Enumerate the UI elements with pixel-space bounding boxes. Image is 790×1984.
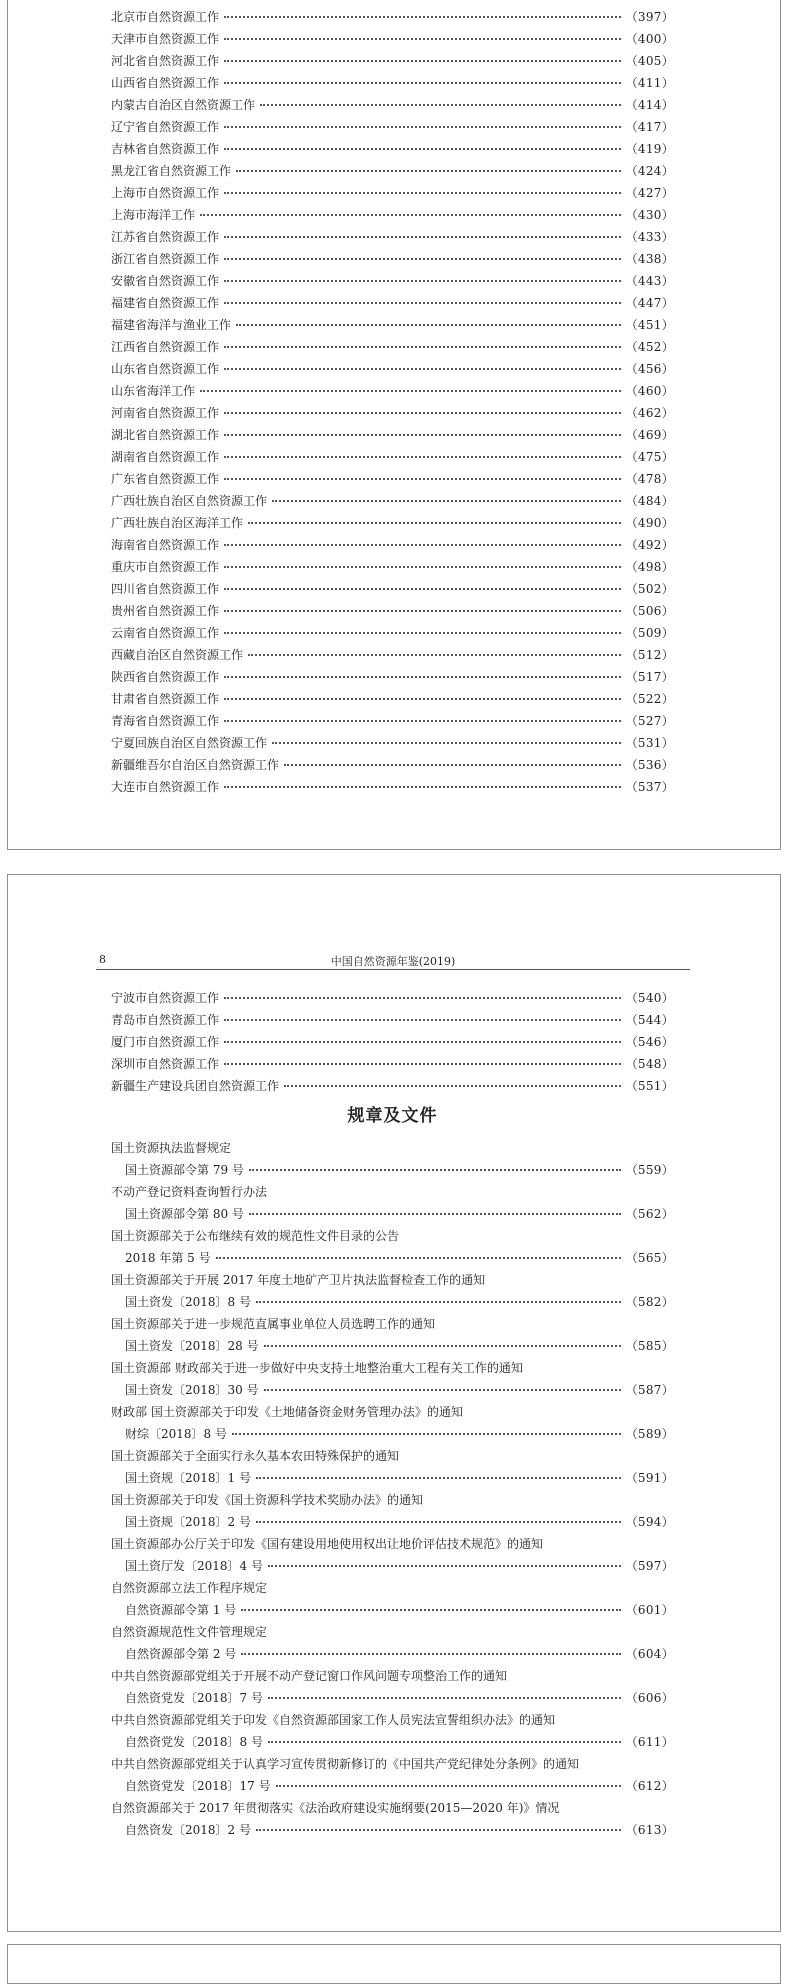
entry-title: 甘肃省自然资源工作: [111, 692, 220, 706]
document-number-entry: [111, 1687, 674, 1709]
dot-leader: [276, 1785, 621, 1787]
dot-leader: [268, 1741, 621, 1743]
document-title: 中共自然资源部党组关于开展不动产登记窗口作风问题专项整治工作的通知: [111, 1669, 508, 1683]
entry-page-number: （512）: [625, 648, 674, 662]
document-title: 国土资源部关于印发《国土资源科学技术奖励办法》的通知: [111, 1493, 424, 1507]
entry-page-number: （565）: [625, 1251, 674, 1265]
entry-page-number: （562）: [625, 1207, 674, 1221]
entry-title: 深圳市自然资源工作: [111, 1057, 220, 1071]
toc-entry: [111, 1009, 674, 1031]
toc-entry: [111, 50, 674, 72]
dot-leader: [256, 1477, 621, 1479]
entry-page-number: （536）: [625, 758, 674, 772]
entry-page-number: （527）: [625, 714, 674, 728]
entry-page-number: （438）: [625, 252, 674, 266]
dot-leader: [216, 1257, 621, 1259]
dot-leader: [224, 456, 621, 458]
toc-entry: [111, 490, 674, 512]
entry-title: 新疆生产建设兵团自然资源工作: [111, 1079, 280, 1093]
entry-page-number: （613）: [625, 1823, 674, 1837]
dot-leader: [272, 500, 621, 502]
entry-title: 内蒙古自治区自然资源工作: [111, 98, 256, 112]
entry-title: 山东省自然资源工作: [111, 362, 220, 376]
toc-entry: [111, 446, 674, 468]
entry-page-number: （587）: [625, 1383, 674, 1397]
toc-entry: [111, 270, 674, 292]
document-number-entry: [111, 1731, 674, 1753]
dot-leader: [224, 236, 621, 238]
entry-title: 青海省自然资源工作: [111, 714, 220, 728]
entry-page-number: （597）: [625, 1559, 674, 1573]
toc-entry: [111, 754, 674, 776]
toc-entry: [111, 94, 674, 116]
toc-entry: [111, 336, 674, 358]
dot-leader: [224, 786, 621, 788]
entry-page-number: （551）: [625, 1079, 674, 1093]
toc-list-provinces: [111, 6, 674, 798]
dot-leader: [224, 434, 621, 436]
entry-page-number: （452）: [625, 340, 674, 354]
toc-entry: [111, 534, 674, 556]
document-number-entry: [111, 1555, 674, 1577]
dot-leader: [224, 588, 621, 590]
document-number: 国土资发〔2018〕30 号: [125, 1383, 259, 1397]
document-number-entry: [111, 1511, 674, 1533]
document-title: 国土资源部关于全面实行永久基本农田特殊保护的通知: [111, 1449, 400, 1463]
document-title: 国土资源执法监督规定: [111, 1141, 232, 1155]
entry-page-number: （433）: [625, 230, 674, 244]
entry-page-number: （469）: [625, 428, 674, 442]
toc-entry: [111, 666, 674, 688]
dot-leader: [264, 1389, 621, 1391]
document-title: 中共自然资源部党组关于认真学习宣传贯彻新修订的《中国共产党纪律处分条例》的通知: [111, 1757, 580, 1771]
dot-leader: [224, 676, 621, 678]
dot-leader: [256, 1301, 621, 1303]
document-number-entry: [111, 1599, 674, 1621]
entry-title: 湖南省自然资源工作: [111, 450, 220, 464]
entry-title: 四川省自然资源工作: [111, 582, 220, 596]
dot-leader: [264, 1345, 621, 1347]
entry-page-number: （498）: [625, 560, 674, 574]
entry-title: 浙江省自然资源工作: [111, 252, 220, 266]
entry-page-number: （506）: [625, 604, 674, 618]
dot-leader: [224, 126, 621, 128]
document-number-entry: [111, 1775, 674, 1797]
document-number-entry: [111, 1467, 674, 1489]
document-number: 国土资源部令第 79 号: [125, 1163, 244, 1177]
toc-entry: [111, 987, 674, 1009]
toc-list-cities: [111, 987, 674, 1097]
entry-title: 海南省自然资源工作: [111, 538, 220, 552]
dot-leader: [224, 38, 621, 40]
document-title: 国土资源部关于进一步规范直属事业单位人员选聘工作的通知: [111, 1317, 436, 1331]
entry-page-number: （424）: [625, 164, 674, 178]
dot-leader: [224, 698, 621, 700]
dot-leader: [224, 1041, 621, 1043]
entry-title: 广西壮族自治区海洋工作: [111, 516, 244, 530]
entry-page-number: （490）: [625, 516, 674, 530]
dot-leader: [248, 522, 621, 524]
header-page-number: 8: [99, 953, 106, 966]
toc-entry: [111, 1053, 674, 1075]
toc-entry: [111, 556, 674, 578]
toc-entry: [111, 1075, 674, 1097]
dot-leader: [224, 346, 621, 348]
toc-entry: [111, 578, 674, 600]
document-number-entry: [111, 1335, 674, 1357]
document-number: 国土资发〔2018〕28 号: [125, 1339, 259, 1353]
document-number-entry: [111, 1643, 674, 1665]
entry-title: 广东省自然资源工作: [111, 472, 220, 486]
document-number: 自然资源部令第 1 号: [125, 1603, 237, 1617]
document-number-entry: [111, 1379, 674, 1401]
dot-leader: [268, 1697, 621, 1699]
entry-page-number: （419）: [625, 142, 674, 156]
entry-page-number: （451）: [625, 318, 674, 332]
dot-leader: [256, 1521, 621, 1523]
dot-leader: [224, 368, 621, 370]
entry-title: 贵州省自然资源工作: [111, 604, 220, 618]
entry-title: 安徽省自然资源工作: [111, 274, 220, 288]
dot-leader: [284, 764, 621, 766]
entry-page-number: （604）: [625, 1647, 674, 1661]
entry-page-number: （430）: [625, 208, 674, 222]
entry-page-number: （447）: [625, 296, 674, 310]
document-number: 自然资源部令第 2 号: [125, 1647, 237, 1661]
entry-page-number: （456）: [625, 362, 674, 376]
toc-entry: [111, 1031, 674, 1053]
toc-entry: [111, 402, 674, 424]
entry-page-number: （611）: [625, 1735, 674, 1749]
entry-title: 陕西省自然资源工作: [111, 670, 220, 684]
document-title: 中共自然资源部党组关于印发《自然资源部国家工作人员宪法宣誓组织办法》的通知: [111, 1713, 556, 1727]
document-number: 财综〔2018〕8 号: [125, 1427, 227, 1441]
entry-title: 山西省自然资源工作: [111, 76, 220, 90]
document-number: 国土资发〔2018〕8 号: [125, 1295, 251, 1309]
dot-leader: [224, 148, 621, 150]
entry-page-number: （462）: [625, 406, 674, 420]
toc-entry: [111, 644, 674, 666]
entry-title: 大连市自然资源工作: [111, 780, 220, 794]
dot-leader: [236, 170, 621, 172]
entry-title: 福建省自然资源工作: [111, 296, 220, 310]
entry-page-number: （400）: [625, 32, 674, 46]
entry-page-number: （475）: [625, 450, 674, 464]
toc-entry: [111, 138, 674, 160]
entry-page-number: （594）: [625, 1515, 674, 1529]
toc-page-upper: [7, 0, 781, 850]
entry-page-number: （427）: [625, 186, 674, 200]
toc-entry: [111, 226, 674, 248]
document-title: 自然资源部立法工作程序规定: [111, 1581, 268, 1595]
entry-page-number: （417）: [625, 120, 674, 134]
entry-page-number: （405）: [625, 54, 674, 68]
entry-page-number: （478）: [625, 472, 674, 486]
document-title: 国土资源部关于公布继续有效的规范性文件目录的公告: [111, 1229, 400, 1243]
entry-title: 西藏自治区自然资源工作: [111, 648, 244, 662]
entry-title: 重庆市自然资源工作: [111, 560, 220, 574]
toc-entry: [111, 622, 674, 644]
document-number: 国土资厅发〔2018〕4 号: [125, 1559, 263, 1573]
dot-leader: [200, 390, 621, 392]
dot-leader: [224, 280, 621, 282]
entry-title: 广西壮族自治区自然资源工作: [111, 494, 268, 508]
dot-leader: [224, 412, 621, 414]
dot-leader: [268, 1565, 621, 1567]
entry-page-number: （509）: [625, 626, 674, 640]
toc-page-8: [7, 874, 781, 1932]
document-number-entry: [111, 1819, 674, 1841]
entry-page-number: （612）: [625, 1779, 674, 1793]
entry-page-number: （517）: [625, 670, 674, 684]
entry-page-number: （601）: [625, 1603, 674, 1617]
document-title: 自然资源规范性文件管理规定: [111, 1625, 268, 1639]
dot-leader: [249, 1169, 621, 1171]
entry-page-number: （559）: [625, 1163, 674, 1177]
dot-leader: [224, 544, 621, 546]
dot-leader: [224, 192, 621, 194]
document-number: 自然资党发〔2018〕7 号: [125, 1691, 263, 1705]
dot-leader: [200, 214, 621, 216]
entry-page-number: （502）: [625, 582, 674, 596]
entry-page-number: （585）: [625, 1339, 674, 1353]
document-number-entry: [111, 1423, 674, 1445]
document-number-entry: [111, 1291, 674, 1313]
document-number-entry: [111, 1159, 674, 1181]
toc-entry: [111, 710, 674, 732]
entry-page-number: （537）: [625, 780, 674, 794]
document-title: 自然资源部关于 2017 年贯彻落实《法治政府建设实施纲要(2015—2020 年)》情况: [111, 1801, 560, 1815]
entry-page-number: （397）: [625, 10, 674, 24]
dot-leader: [224, 720, 621, 722]
entry-title: 黑龙江省自然资源工作: [111, 164, 232, 178]
dot-leader: [272, 742, 621, 744]
document-number-entry: [111, 1247, 674, 1269]
entry-page-number: （522）: [625, 692, 674, 706]
dot-leader: [224, 60, 621, 62]
entry-title: 辽宁省自然资源工作: [111, 120, 220, 134]
toc-entry: [111, 6, 674, 28]
dot-leader: [249, 1213, 621, 1215]
entry-title: 宁夏回族自治区自然资源工作: [111, 736, 268, 750]
entry-title: 江苏省自然资源工作: [111, 230, 220, 244]
entry-title: 云南省自然资源工作: [111, 626, 220, 640]
entry-page-number: （548）: [625, 1057, 674, 1071]
document-number: 自然资党发〔2018〕8 号: [125, 1735, 263, 1749]
dot-leader: [241, 1609, 620, 1611]
entry-page-number: （460）: [625, 384, 674, 398]
dot-leader: [224, 997, 621, 999]
toc-entry: [111, 160, 674, 182]
entry-title: 江西省自然资源工作: [111, 340, 220, 354]
dot-leader: [248, 654, 621, 656]
dot-leader: [224, 610, 621, 612]
entry-page-number: （531）: [625, 736, 674, 750]
toc-entry: [111, 204, 674, 226]
toc-entry: [111, 600, 674, 622]
section-title: 规章及文件: [347, 1106, 438, 1126]
header-book-title: 中国自然资源年鉴(2019): [330, 955, 456, 968]
toc-entry: [111, 512, 674, 534]
entry-page-number: （546）: [625, 1035, 674, 1049]
dot-leader: [224, 16, 621, 18]
toc-list-documents: [111, 1137, 674, 1841]
entry-page-number: （484）: [625, 494, 674, 508]
entry-title: 上海市海洋工作: [111, 208, 196, 222]
toc-entry: [111, 688, 674, 710]
running-header: [96, 951, 690, 970]
dot-leader: [260, 104, 621, 106]
document-number: 国土资规〔2018〕1 号: [125, 1471, 251, 1485]
document-title: 国土资源部关于开展 2017 年度土地矿产卫片执法监督检查工作的通知: [111, 1273, 486, 1287]
entry-title: 河南省自然资源工作: [111, 406, 220, 420]
toc-entry: [111, 776, 674, 798]
entry-title: 新疆维吾尔自治区自然资源工作: [111, 758, 280, 772]
toc-entry: [111, 424, 674, 446]
entry-page-number: （540）: [625, 991, 674, 1005]
entry-title: 天津市自然资源工作: [111, 32, 220, 46]
entry-page-number: （492）: [625, 538, 674, 552]
entry-page-number: （544）: [625, 1013, 674, 1027]
dot-leader: [256, 1829, 621, 1831]
dot-leader: [224, 258, 621, 260]
entry-title: 宁波市自然资源工作: [111, 991, 220, 1005]
dot-leader: [224, 1063, 621, 1065]
entry-title: 厦门市自然资源工作: [111, 1035, 220, 1049]
entry-title: 北京市自然资源工作: [111, 10, 220, 24]
dot-leader: [232, 1433, 621, 1435]
toc-entry: [111, 468, 674, 490]
toc-entry: [111, 116, 674, 138]
entry-page-number: （414）: [625, 98, 674, 112]
entry-title: 青岛市自然资源工作: [111, 1013, 220, 1027]
toc-entry: [111, 248, 674, 270]
document-title: 不动产登记资料查询暂行办法: [111, 1185, 268, 1199]
toc-entry: [111, 292, 674, 314]
toc-entry: [111, 72, 674, 94]
document-number: 自然资党发〔2018〕17 号: [125, 1779, 271, 1793]
document-title: 财政部 国土资源部关于印发《土地储备资金财务管理办法》的通知: [111, 1405, 463, 1419]
dot-leader: [241, 1653, 620, 1655]
entry-page-number: （591）: [625, 1471, 674, 1485]
toc-entry: [111, 314, 674, 336]
dot-leader: [236, 324, 621, 326]
document-number: 国土资源部令第 80 号: [125, 1207, 244, 1221]
dot-leader: [224, 1019, 621, 1021]
dot-leader: [224, 302, 621, 304]
entry-title: 上海市自然资源工作: [111, 186, 220, 200]
entry-title: 福建省海洋与渔业工作: [111, 318, 232, 332]
dot-leader: [224, 82, 621, 84]
entry-page-number: （582）: [625, 1295, 674, 1309]
dot-leader: [284, 1085, 621, 1087]
document-number-entry: [111, 1203, 674, 1225]
toc-entry: [111, 358, 674, 380]
document-number: 自然资发〔2018〕2 号: [125, 1823, 251, 1837]
dot-leader: [224, 632, 621, 634]
entry-page-number: （606）: [625, 1691, 674, 1705]
entry-page-number: （589）: [625, 1427, 674, 1441]
dot-leader: [224, 478, 621, 480]
document-title: 国土资源部办公厅关于印发《国有建设用地使用权出让地价评估技术规范》的通知: [111, 1537, 544, 1551]
dot-leader: [224, 566, 621, 568]
entry-title: 湖北省自然资源工作: [111, 428, 220, 442]
document-title: 国土资源部 财政部关于进一步做好中央支持土地整治重大工程有关工作的通知: [111, 1361, 523, 1375]
entry-page-number: （443）: [625, 274, 674, 288]
toc-entry: [111, 380, 674, 402]
toc-page-next: [7, 1944, 781, 1984]
toc-entry: [111, 28, 674, 50]
document-number: 2018 年第 5 号: [125, 1251, 211, 1265]
entry-title: 河北省自然资源工作: [111, 54, 220, 68]
toc-entry: [111, 182, 674, 204]
entry-title: 山东省海洋工作: [111, 384, 196, 398]
document-number: 国土资规〔2018〕2 号: [125, 1515, 251, 1529]
toc-entry: [111, 732, 674, 754]
entry-page-number: （411）: [625, 76, 674, 90]
entry-title: 吉林省自然资源工作: [111, 142, 220, 156]
